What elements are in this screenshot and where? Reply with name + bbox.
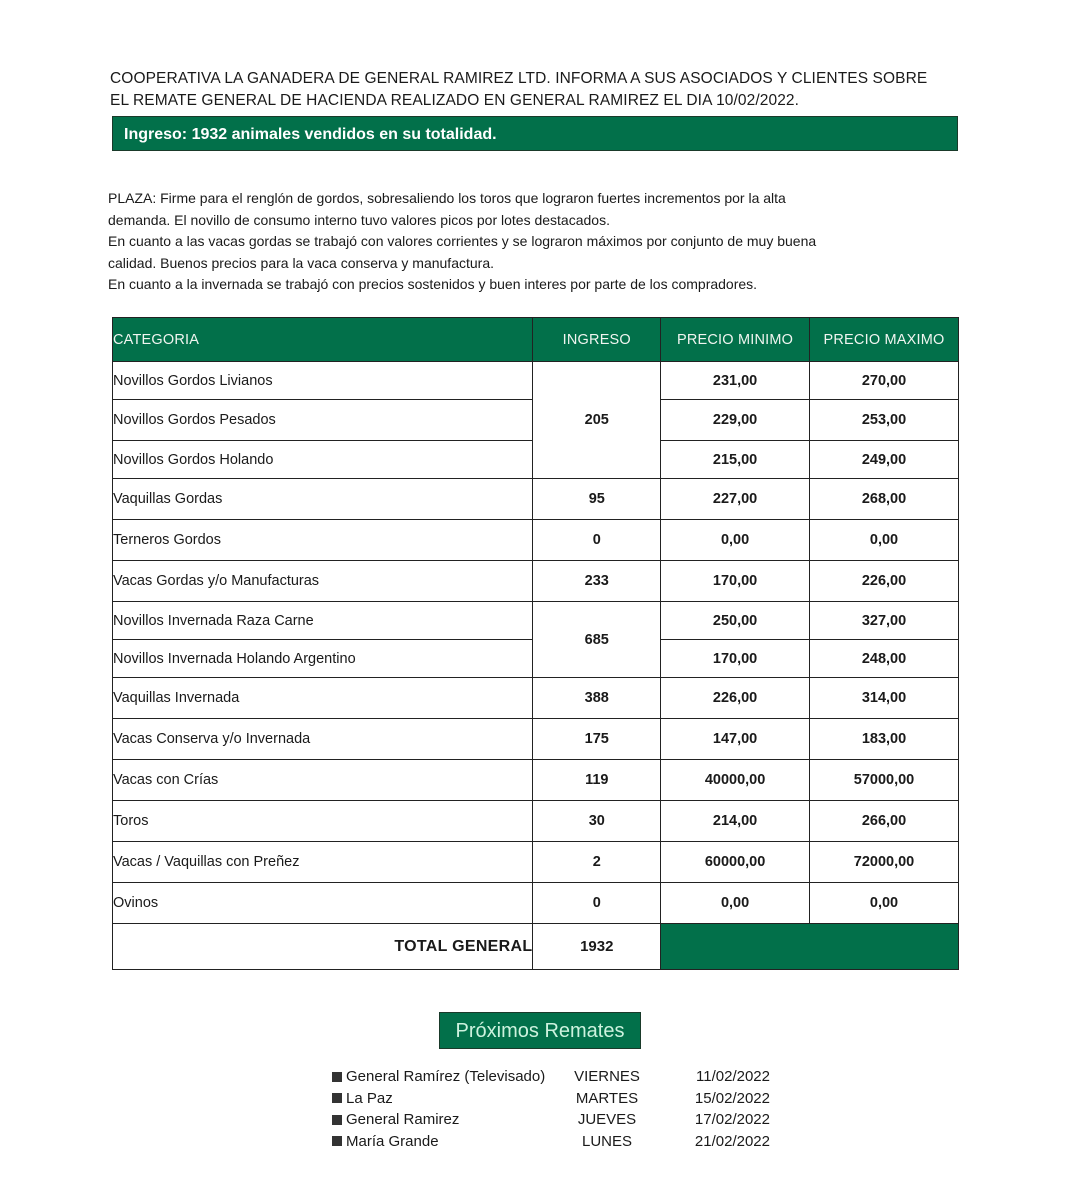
cell-precio-minimo: 229,00 bbox=[661, 400, 810, 441]
square-bullet-icon bbox=[332, 1115, 342, 1125]
cell-ingreso: 0 bbox=[533, 520, 661, 561]
header-line-1: COOPERATIVA LA GANADERA DE GENERAL RAMIREZ LTD. INFORMA A SUS ASOCIADOS Y CLIENTES SOBRE bbox=[110, 70, 928, 87]
total-row bbox=[113, 924, 959, 970]
remate-day: JUEVES bbox=[577, 1111, 637, 1128]
remate-place: General Ramírez (Televisado) bbox=[346, 1068, 546, 1085]
cell-categoria: Novillos Gordos Livianos bbox=[113, 362, 533, 400]
cell-categoria: Novillos Invernada Holando Argentino bbox=[113, 640, 533, 678]
plaza-line: En cuanto a las vacas gordas se trabajó con valores corrientes y se lograron máximos por conjunto de muy buena bbox=[108, 233, 817, 249]
table-row bbox=[113, 883, 959, 924]
remate-date: 21/02/2022 bbox=[694, 1132, 770, 1150]
plaza-line: demanda. El novillo de consumo interno tuvo valores picos por lotes destacados. bbox=[108, 211, 610, 228]
cell-ingreso: 119 bbox=[533, 760, 661, 801]
plaza-line: PLAZA: Firme para el renglón de gordos, sobresaliendo los toros que lograron fuertes incrementos por la alta bbox=[108, 190, 786, 206]
list-item bbox=[332, 1066, 772, 1088]
header-ingreso: INGRESO bbox=[533, 318, 661, 362]
cell-categoria: Ovinos bbox=[113, 883, 533, 924]
cell-precio-maximo: 327,00 bbox=[810, 602, 959, 640]
table-row bbox=[113, 602, 959, 640]
remate-place: María Grande bbox=[346, 1132, 439, 1150]
cell-categoria: Terneros Gordos bbox=[113, 520, 533, 561]
table-row bbox=[113, 719, 959, 760]
cell-categoria: Vacas Conserva y/o Invernada bbox=[113, 719, 533, 760]
cell-categoria: Vacas con Crías bbox=[113, 760, 533, 801]
square-bullet-icon bbox=[332, 1072, 342, 1082]
plaza-summary bbox=[108, 188, 918, 296]
cell-precio-minimo: 0,00 bbox=[661, 883, 810, 924]
cell-categoria: Vacas Gordas y/o Manufacturas bbox=[113, 561, 533, 602]
cell-ingreso: 233 bbox=[533, 561, 661, 602]
table-row bbox=[113, 561, 959, 602]
total-label: TOTAL GENERAL bbox=[113, 924, 533, 970]
cell-precio-maximo: 270,00 bbox=[810, 362, 959, 400]
cell-categoria: Toros bbox=[113, 801, 533, 842]
square-bullet-icon bbox=[332, 1093, 342, 1103]
cell-precio-maximo: 253,00 bbox=[810, 400, 959, 441]
cell-ingreso: 95 bbox=[533, 479, 661, 520]
table-row bbox=[113, 842, 959, 883]
cell-precio-minimo: 170,00 bbox=[661, 561, 810, 602]
remate-date: 17/02/2022 bbox=[694, 1111, 770, 1128]
cell-precio-minimo: 231,00 bbox=[661, 362, 810, 400]
price-table bbox=[112, 317, 959, 970]
cell-precio-minimo: 215,00 bbox=[661, 441, 810, 479]
cell-categoria: Vacas / Vaquillas con Preñez bbox=[113, 842, 533, 883]
ingreso-banner: Ingreso: 1932 animales vendidos en su totalidad. bbox=[112, 116, 958, 151]
table-row bbox=[113, 678, 959, 719]
header-categoria: CATEGORIA bbox=[113, 318, 533, 362]
header-precio-minimo: PRECIO MINIMO bbox=[661, 318, 810, 362]
cell-precio-maximo: 57000,00 bbox=[810, 760, 959, 801]
cell-precio-maximo: 268,00 bbox=[810, 479, 959, 520]
header-precio-maximo: PRECIO MAXIMO bbox=[810, 318, 959, 362]
remate-date: 11/02/2022 bbox=[696, 1068, 770, 1085]
cell-precio-maximo: 248,00 bbox=[810, 640, 959, 678]
header-line-2: EL REMATE GENERAL DE HACIENDA REALIZADO EN GENERAL RAMIREZ EL DIA 10/02/2022. bbox=[110, 92, 800, 109]
cell-categoria: Novillos Gordos Pesados bbox=[113, 400, 533, 441]
cell-precio-maximo: 72000,00 bbox=[810, 842, 959, 883]
table-row bbox=[113, 362, 959, 400]
cell-categoria: Novillos Gordos Holando bbox=[113, 441, 533, 479]
remate-day: VIERNES bbox=[574, 1068, 640, 1085]
cell-categoria: Vaquillas Gordas bbox=[113, 479, 533, 520]
list-item bbox=[332, 1109, 772, 1131]
cell-ingreso: 685 bbox=[533, 602, 661, 678]
cell-precio-minimo: 250,00 bbox=[661, 602, 810, 640]
cell-precio-maximo: 183,00 bbox=[810, 719, 959, 760]
cell-categoria: Vaquillas Invernada bbox=[113, 678, 533, 719]
remate-day: LUNES bbox=[581, 1132, 633, 1150]
proximos-remates-title: Próximos Remates bbox=[439, 1012, 641, 1049]
plaza-line: calidad. Buenos precios para la vaca conserva y manufactura. bbox=[108, 254, 494, 271]
table-row bbox=[113, 520, 959, 561]
total-green-fill bbox=[661, 924, 959, 970]
square-bullet-icon bbox=[332, 1136, 342, 1146]
cell-precio-maximo: 226,00 bbox=[810, 561, 959, 602]
cell-precio-minimo: 147,00 bbox=[661, 719, 810, 760]
cell-precio-minimo: 226,00 bbox=[661, 678, 810, 719]
cell-ingreso: 205 bbox=[533, 362, 661, 479]
cell-ingreso: 2 bbox=[533, 842, 661, 883]
list-item bbox=[332, 1088, 772, 1110]
cell-ingreso: 0 bbox=[533, 883, 661, 924]
cell-precio-minimo: 60000,00 bbox=[661, 842, 810, 883]
cell-precio-minimo: 214,00 bbox=[661, 801, 810, 842]
list-item bbox=[332, 1131, 772, 1153]
table-row bbox=[113, 479, 959, 520]
cell-categoria: Novillos Invernada Raza Carne bbox=[113, 602, 533, 640]
cell-precio-maximo: 0,00 bbox=[810, 520, 959, 561]
remate-place: General Ramirez bbox=[346, 1111, 460, 1128]
cell-ingreso: 388 bbox=[533, 678, 661, 719]
table-header-row bbox=[113, 318, 959, 362]
report-header bbox=[110, 68, 970, 112]
remate-day: MARTES bbox=[575, 1089, 639, 1107]
cell-ingreso: 30 bbox=[533, 801, 661, 842]
cell-precio-minimo: 170,00 bbox=[661, 640, 810, 678]
table-row bbox=[113, 760, 959, 801]
cell-ingreso: 175 bbox=[533, 719, 661, 760]
total-value: 1932 bbox=[533, 924, 661, 970]
cell-precio-maximo: 0,00 bbox=[810, 883, 959, 924]
cell-precio-maximo: 314,00 bbox=[810, 678, 959, 719]
cell-precio-minimo: 40000,00 bbox=[661, 760, 810, 801]
remate-date: 15/02/2022 bbox=[694, 1089, 770, 1107]
table-row bbox=[113, 801, 959, 842]
proximos-remates-list bbox=[332, 1066, 772, 1152]
cell-precio-minimo: 227,00 bbox=[661, 479, 810, 520]
cell-precio-maximo: 266,00 bbox=[810, 801, 959, 842]
cell-precio-maximo: 249,00 bbox=[810, 441, 959, 479]
cell-precio-minimo: 0,00 bbox=[661, 520, 810, 561]
plaza-line: En cuanto a la invernada se trabajó con precios sostenidos y buen interes por parte de los compradores. bbox=[108, 276, 758, 292]
remate-place: La Paz bbox=[346, 1089, 393, 1107]
